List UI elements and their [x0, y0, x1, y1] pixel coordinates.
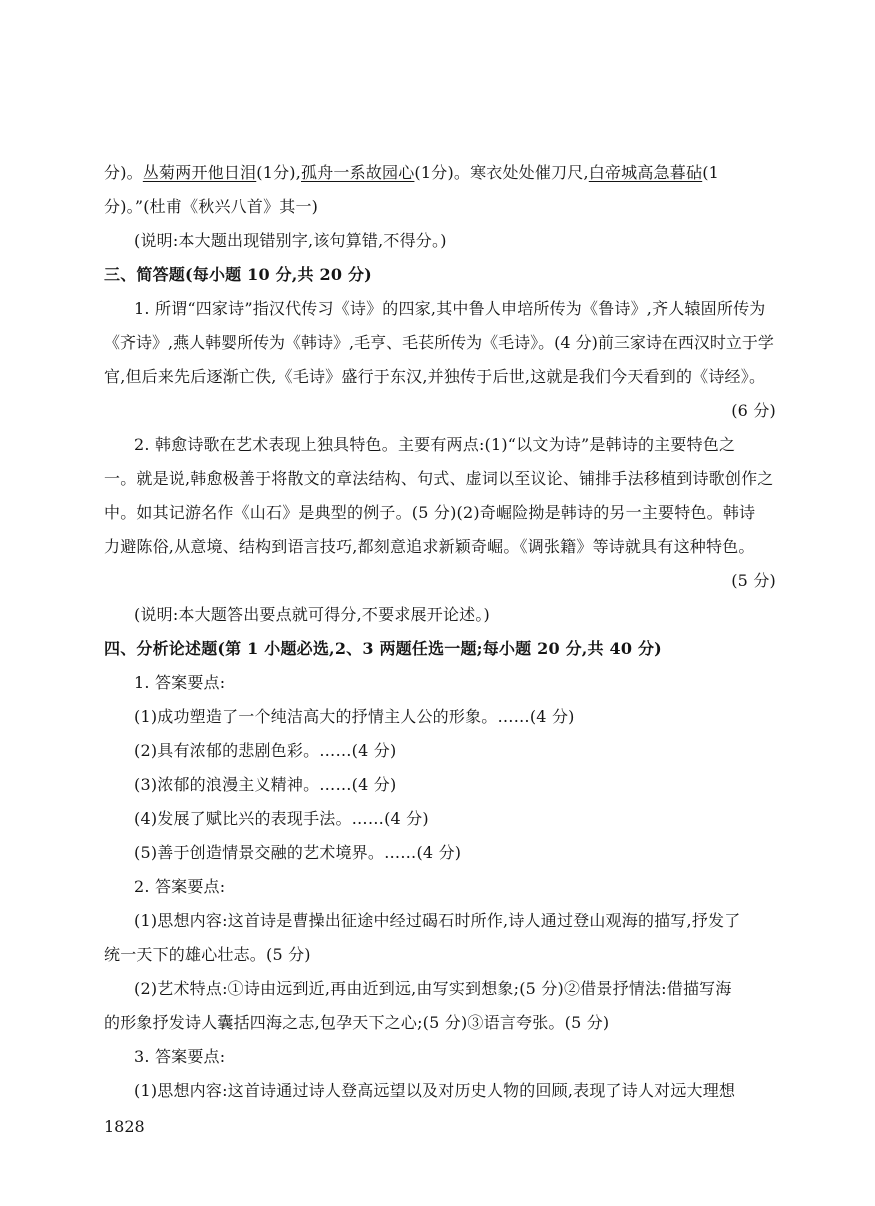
- q1-line-1: 1. 所谓“四家诗”指汉代传习《诗》的四家,其中鲁人申培所传为《鲁诗》,齐人辕固所传为: [134, 299, 766, 318]
- answer-1-point: (3)浓郁的浪漫主义精神。……(4 分): [134, 775, 397, 794]
- answer-1-point: (5)善于创造情景交融的艺术境界。……(4 分): [134, 843, 462, 862]
- underlined-verse: 丛菊两开他日泪: [142, 163, 257, 182]
- underlined-verse: 孤舟一系故园心: [301, 163, 415, 182]
- page-number: 1828: [104, 1117, 145, 1136]
- answer-1-point: (1)成功塑造了一个纯洁高大的抒情主人公的形象。……(4 分): [134, 707, 575, 726]
- q2-line-3: 中。如其记游名作《山石》是典型的例子。(5 分)(2)奇崛险拗是韩诗的另一主要特色。韩诗: [104, 503, 756, 522]
- text-fragment: (1: [702, 163, 720, 182]
- note-2: (说明:本大题答出要点就可得分,不要求展开论述。): [134, 605, 490, 624]
- note-1: (说明:本大题出现错别字,该句算错,不得分。): [134, 231, 447, 250]
- q2-line-1: 2. 韩愈诗歌在艺术表现上独具特色。主要有两点:(1)“以文为诗”是韩诗的主要特色之: [134, 435, 736, 454]
- answer-1-point: (4)发展了赋比兴的表现手法。……(4 分): [134, 809, 429, 828]
- answer-3-line: (1)思想内容:这首诗通过诗人登高远望以及对历史人物的回顾,表现了诗人对远大理想: [134, 1081, 736, 1100]
- underlined-verse: 白帝城高急暮砧: [588, 163, 703, 182]
- q1-line-2: 《齐诗》,燕人韩婴所传为《韩诗》,毛亨、毛苌所传为《毛诗》。(4 分)前三家诗在西汉时立于学: [104, 333, 774, 352]
- text-fragment: (1分)。寒衣处处催刀尺,: [414, 163, 589, 182]
- answer-2-title: 2. 答案要点:: [134, 877, 226, 896]
- answer-2-line: 统一天下的雄心壮志。(5 分): [104, 945, 311, 964]
- answer-2-line: (1)思想内容:这首诗是曹操出征途中经过碣石时所作,诗人通过登山观海的描写,抒发了: [134, 911, 741, 930]
- q1-score: (6 分): [731, 401, 776, 420]
- poem-line-2: 分)。”(杜甫《秋兴八首》其一): [104, 197, 319, 216]
- text-fragment: 分)。: [104, 163, 143, 182]
- q2-line-2: 一。就是说,韩愈极善于将散文的章法结构、句式、虚词以至议论、铺排手法移植到诗歌创作之: [104, 469, 774, 488]
- answer-2-line: 的形象抒发诗人囊括四海之志,包孕天下之心;(5 分)③语言夸张。(5 分): [104, 1013, 610, 1032]
- q2-score: (5 分): [731, 571, 776, 590]
- text-fragment: (1分),: [256, 163, 302, 182]
- answer-1-title: 1. 答案要点:: [134, 673, 226, 692]
- answer-3-title: 3. 答案要点:: [134, 1047, 226, 1066]
- q2-line-4: 力避陈俗,从意境、结构到语言技巧,都刻意追求新颖奇崛。《调张籍》等诗就具有这种特色。: [104, 537, 755, 556]
- answer-2-line: (2)艺术特点:①诗由远到近,再由近到远,由写实到想象;(5 分)②借景抒情法:借描写海: [134, 979, 732, 998]
- poem-line-1: [104, 162, 776, 184]
- section-3-heading: 三、简答题(每小题 10 分,共 20 分): [104, 265, 372, 284]
- section-4-heading: 四、分析论述题(第 1 小题必选,2、3 两题任选一题;每小题 20 分,共 40 分): [104, 639, 662, 658]
- answer-1-point: (2)具有浓郁的悲剧色彩。……(4 分): [134, 741, 397, 760]
- q1-line-3: 官,但后来先后逐渐亡佚,《毛诗》盛行于东汉,并独传于后世,这就是我们今天看到的《诗经》。: [104, 367, 766, 386]
